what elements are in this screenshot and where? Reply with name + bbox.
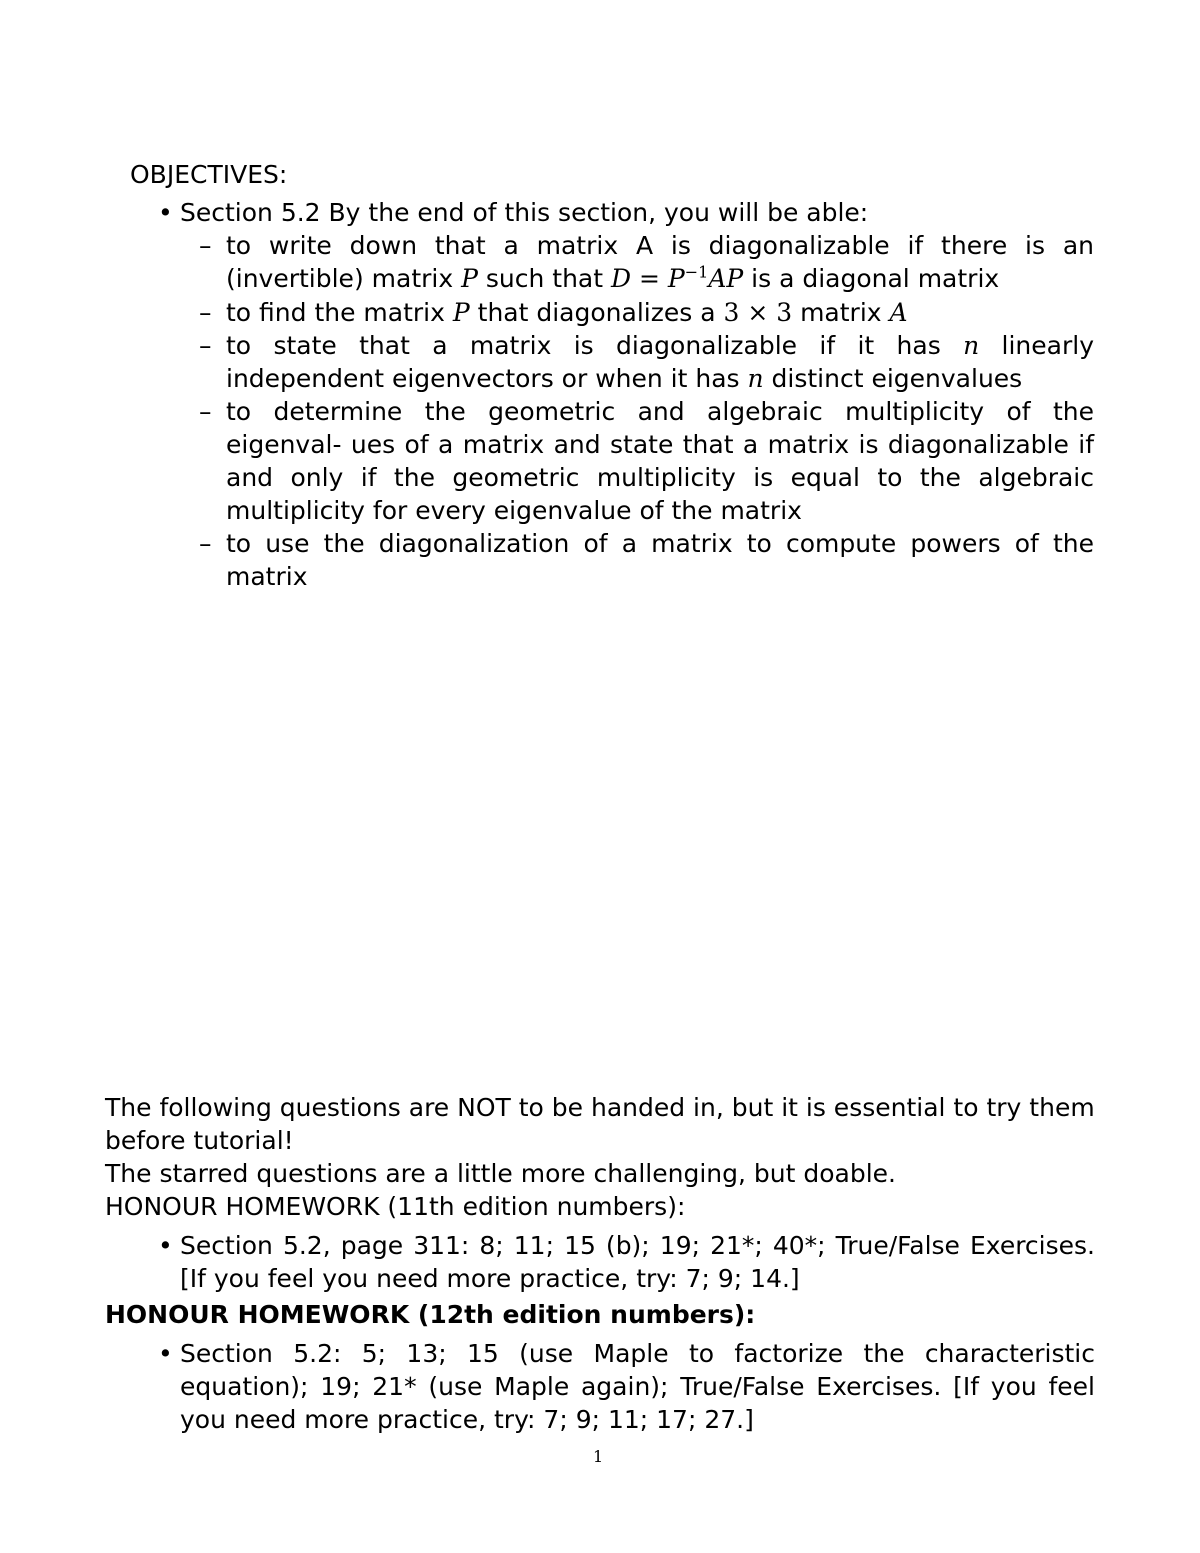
objective-text: is a diagonal matrix (743, 264, 1000, 293)
section-label: Section 5.2 By the end of this section, you will be able: (180, 198, 869, 227)
homework-11th-heading: HONOUR HOMEWORK (11th edition numbers): (105, 1192, 686, 1221)
objective-text: to write down that a matrix A is diagonalizable if there is an (invertible) matrix (226, 231, 1094, 293)
math-symbol: D (611, 264, 632, 293)
homework-text: Section 5.2, page 311: 8; 11; 15 (b); 19; 21*; 40*; True/False Exercises. [If you feel you need more practice, try: 7; 9; 14.] (180, 1231, 1095, 1293)
math-symbol: P (461, 264, 478, 293)
bullet-icon: • (158, 1339, 173, 1368)
objective-text: to use the diagonalization of a matrix to compute powers of the matrix (226, 529, 1094, 591)
math-symbol: n (963, 331, 980, 360)
math-symbol: P (452, 298, 470, 327)
objective-text: such that (477, 264, 611, 293)
objective-item-diagonalizable-definition (199, 229, 1094, 295)
objective-text: to find the matrix (226, 298, 453, 327)
dash-icon: – (199, 298, 212, 327)
objective-item-multiplicity (199, 395, 1094, 527)
dash-icon: – (199, 231, 212, 260)
objective-text: to state that a matrix is diagonalizable if it has (226, 331, 964, 360)
section-5-2-objectives (158, 196, 1095, 229)
objective-text: distinct eigenvalues (763, 364, 1023, 393)
dash-icon: – (199, 331, 212, 360)
objective-item-powers (199, 527, 1094, 593)
dash-icon: – (199, 397, 212, 426)
page-number: 1 (593, 1447, 604, 1466)
math-symbol: AP (708, 264, 744, 293)
math-symbol: n (747, 364, 764, 393)
homework-12th-heading: HONOUR HOMEWORK (12th edition numbers): (105, 1300, 756, 1329)
objectives-heading: OBJECTIVES: (130, 160, 288, 189)
objective-item-find-p (199, 296, 1094, 329)
homework-11th-item (158, 1229, 1095, 1295)
homework-12th-item (158, 1337, 1095, 1436)
objective-text: linearly independent eigenvectors or when it has (226, 331, 1094, 393)
note-not-handed-in: The following questions are NOT to be handed in, but it is essential to try them before tutorial! (105, 1093, 1095, 1155)
objective-item-independent-eigenvectors (199, 329, 1094, 395)
bullet-icon: • (158, 198, 173, 227)
note-starred-questions: The starred questions are a little more challenging, but doable. (105, 1159, 896, 1188)
dash-icon: – (199, 529, 212, 558)
math-symbol: P (667, 264, 685, 293)
math-symbol: = (631, 264, 668, 293)
math-symbol: A (889, 298, 908, 327)
homework-text: Section 5.2: 5; 13; 15 (use Maple to factorize the characteristic equation); 19; 21* (use Maple again); True/False Exercises. [If you feel you need more practice, try: 7; 9; 11; 17; 27.] (180, 1339, 1095, 1434)
bullet-icon: • (158, 1231, 173, 1260)
math-exponent: −1 (684, 262, 709, 282)
objective-text: that diagonalizes a (469, 298, 724, 327)
math-symbol: 3 × 3 (723, 298, 793, 327)
objective-text: to determine the geometric and algebraic multiplicity of the eigenval- ues of a matrix and state that a matrix is diagonalizable if and only if the geometric multiplicity is equal to the algebraic multiplicity for every eigenvalue of the matrix (226, 397, 1094, 525)
objective-text: matrix (792, 298, 890, 327)
